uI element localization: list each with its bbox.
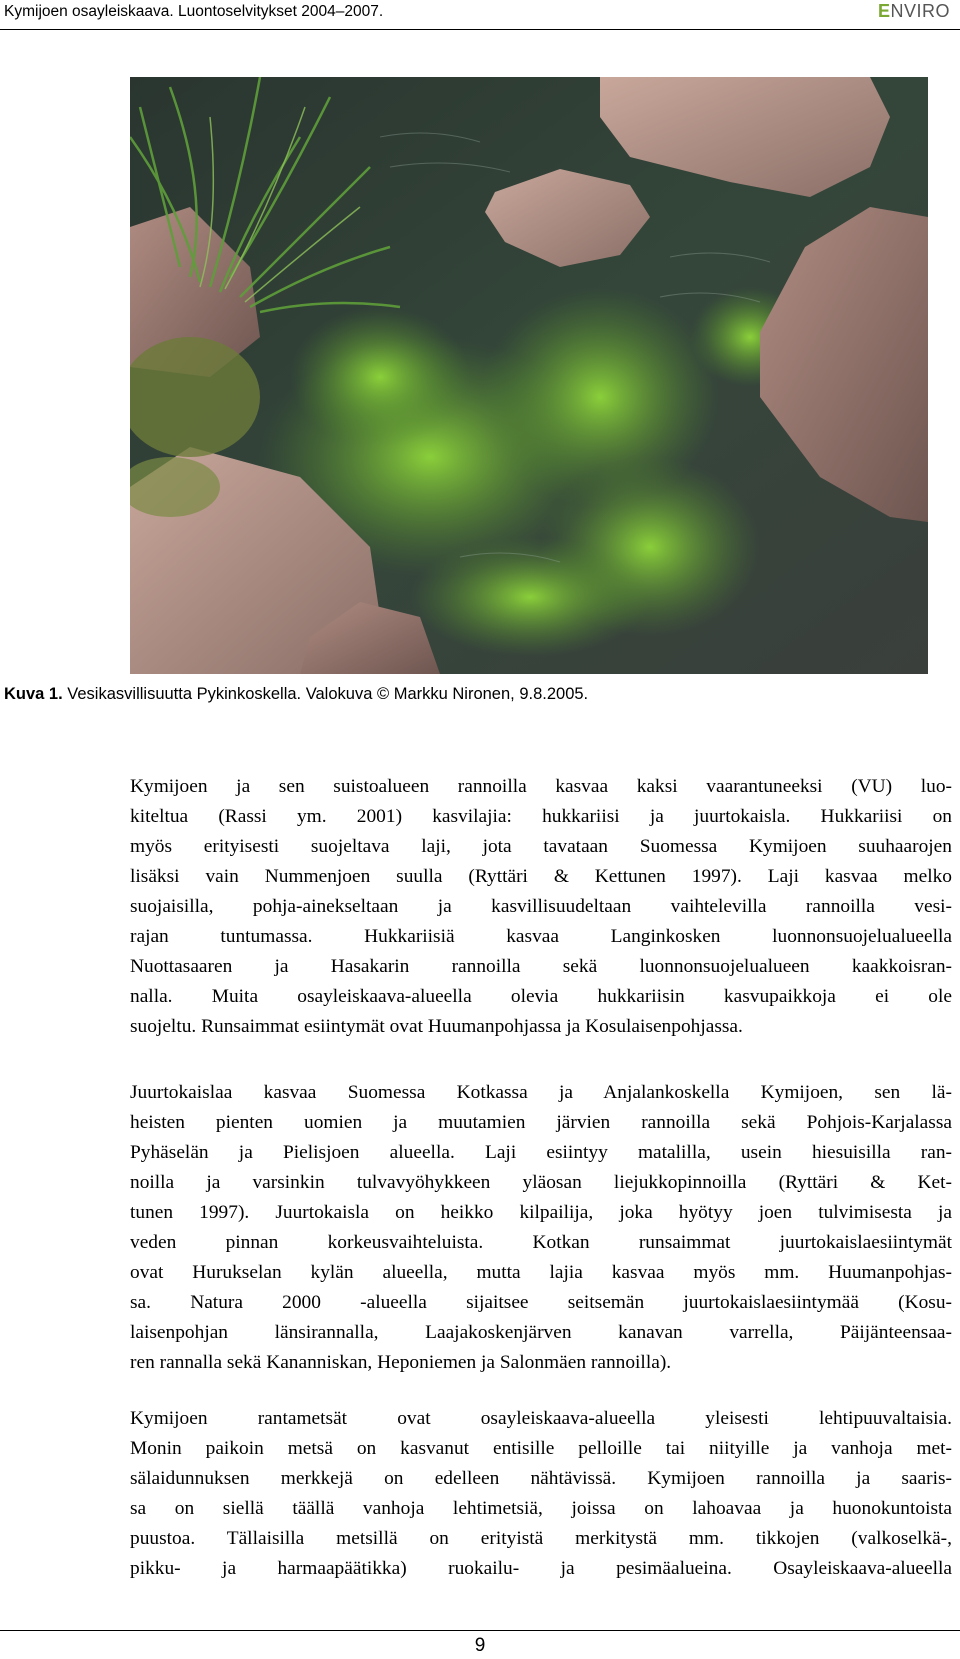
- caption-label: Kuva 1.: [4, 685, 63, 703]
- text-line: Pyhäselän ja Pielisjoen alueella. Laji esiintyy matalilla, usein hiesuisilla ran-: [130, 1142, 952, 1163]
- figure-caption: [4, 685, 588, 704]
- text-line: puustoa. Tällaisilla metsillä on erityistä merkitystä mm. tikkojen (valkoselkä-,: [130, 1528, 952, 1549]
- footer-rule: [0, 1630, 960, 1631]
- text-line: Juurtokaislaa kasvaa Suomessa Kotkassa ja Anjalankoskella Kymijoen, sen lä-: [130, 1082, 952, 1103]
- text-line: ren rannalla sekä Kananniskan, Heponiemen ja Salonmäen rannoilla).: [130, 1352, 672, 1373]
- text-line: noilla ja varsinkin tulvavyöhykkeen yläosan liejukkopinnoilla (Ryttäri & Ket-: [130, 1172, 952, 1193]
- text-line: Kymijoen ja sen suistoalueen rannoilla kasvaa kaksi vaarantuneeksi (VU) luo-: [130, 776, 952, 797]
- text-line: suojaisilla, pohja-ainekseltaan ja kasvillisuudeltaan vaihtelevilla rannoilla vesi-: [130, 896, 952, 917]
- header-title: Kymijoen osayleiskaava. Luontoselvitykset 2004–2007.: [4, 3, 384, 20]
- text-line: ovat Hurukselan kylän alueella, mutta lajia kasvaa myös mm. Huumanpohjas-: [130, 1262, 952, 1283]
- text-line: sa. Natura 2000 -alueella sijaitsee seitsemän juurtokaislaesiintymää (Kosu-: [130, 1292, 952, 1313]
- text-line: laisenpohjan länsirannalla, Laajakoskenjärven kanavan varrella, Päijänteensaa-: [130, 1322, 952, 1343]
- text-line: lisäksi vain Nummenjoen suulla (Ryttäri & Kettunen 1997). Laji kasvaa melko: [130, 866, 952, 887]
- text-line: rajan tuntumassa. Hukkariisiä kasvaa Langinkosken luonnonsuojelualueella: [130, 926, 952, 947]
- enviro-logo: [878, 1, 950, 22]
- paragraph-3: [130, 1404, 952, 1584]
- page-number: 9: [474, 1635, 486, 1656]
- text-line: heisten pienten uomien ja muutamien järvien rannoilla sekä Pohjois-Karjalassa: [130, 1112, 952, 1133]
- text-line: sa on siellä täällä vanhoja lehtimetsiä, joissa on lahoavaa ja huonokuntoista: [130, 1498, 952, 1519]
- paragraph-1: [130, 772, 952, 1042]
- text-line: Kymijoen rantametsät ovat osayleiskaava-alueella yleisesti lehtipuuvaltaisia.: [130, 1408, 952, 1429]
- text-line: pikku- ja harmaapäätikka) ruokailu- ja pesimäalueina. Osayleiskaava-alueella: [130, 1558, 952, 1579]
- page-header: [0, 0, 960, 30]
- text-line: Nuottasaaren ja Hasakarin rannoilla sekä luonnonsuojelualueen kaakkoisran-: [130, 956, 952, 977]
- text-line: kiteltua (Rassi ym. 2001) kasvilajia: hukkariisi ja juurtokaisla. Hukkariisi on: [130, 806, 952, 827]
- logo-initial: E: [877, 1, 891, 21]
- stream-with-rocks-photo: [130, 77, 928, 674]
- text-line: myös erityisesti suojeltava laji, jota tavataan Suomessa Kymijoen suuhaarojen: [130, 836, 952, 857]
- text-line: Monin paikoin metsä on kasvanut entisille pelloille tai niityille ja vanhoja met-: [130, 1438, 952, 1459]
- paragraph-2: [130, 1078, 952, 1378]
- text-line: tunen 1997). Juurtokaisla on heikko kilpailija, joka hyötyy joen tulvimisesta ja: [130, 1202, 952, 1223]
- text-line: suojeltu. Runsaimmat esiintymät ovat Huumanpohjassa ja Kosulaisenpohjassa.: [130, 1016, 743, 1037]
- caption-text: Vesikasvillisuutta Pykinkoskella. Valokuva © Markku Nironen, 9.8.2005.: [62, 685, 589, 703]
- text-line: veden pinnan korkeusvaihteluista. Kotkan runsaimmat juurtokaislaesiintymät: [130, 1232, 952, 1253]
- header-rule: [0, 29, 960, 30]
- text-line: nalla. Muita osayleiskaava-alueella olevia hukkariisin kasvupaikkoja ei ole: [130, 986, 952, 1007]
- text-line: sälaidunnuksen merkkejä on edelleen nähtävissä. Kymijoen rannoilla ja saaris-: [130, 1468, 952, 1489]
- logo-rest: NVIRO: [890, 1, 950, 21]
